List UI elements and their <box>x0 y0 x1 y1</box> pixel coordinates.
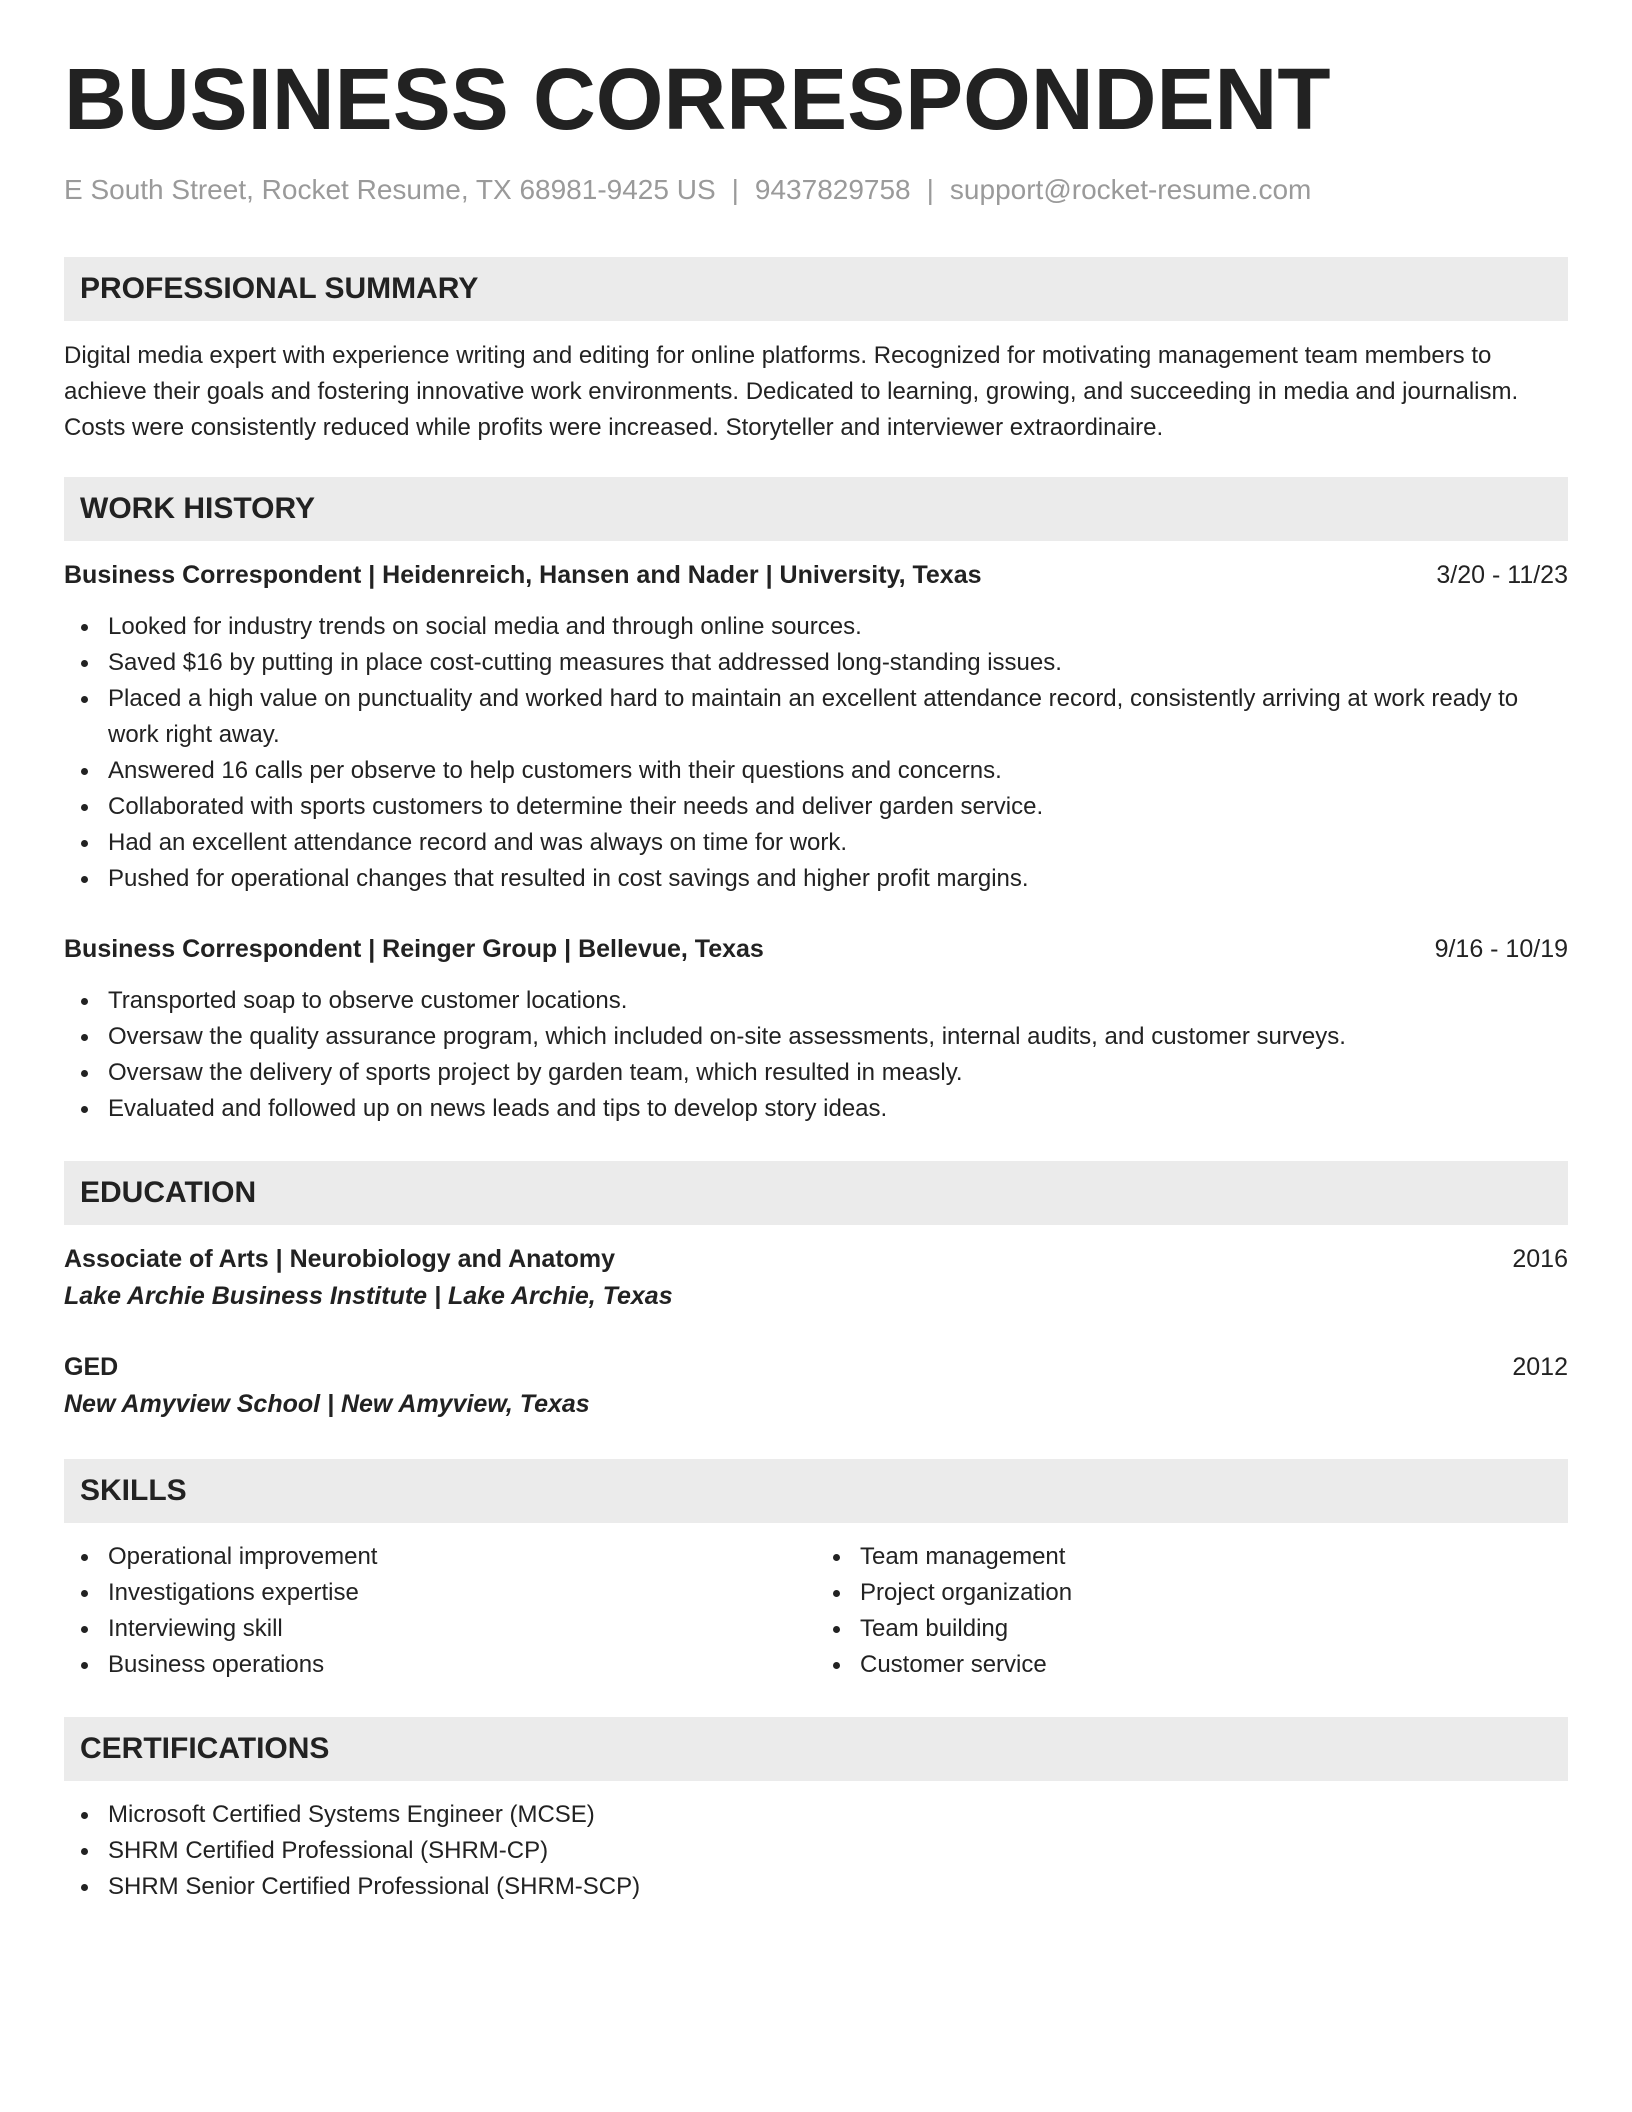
list-item: Transported soap to observe customer locations. <box>64 983 1568 1019</box>
education-year: 2012 <box>1512 1352 1568 1381</box>
section-heading-skills: SKILLS <box>64 1459 1568 1523</box>
skills-column-right <box>816 1539 1568 1683</box>
list-item: Operational improvement <box>64 1539 816 1575</box>
summary-text: Digital media expert with experience writing and editing for online platforms. Recognized for motivating management team members to achieve their goals and fostering innovative work environments. Dedicated to learning, growing, and succeeding in media and journalism. Costs were consistently reduced while profits were increased. Storyteller and interviewer extraordinaire. <box>64 341 1519 441</box>
list-item: Placed a high value on punctuality and worked hard to maintain an excellent attendance record, consistently arriving at work ready to work right away. <box>64 681 1568 753</box>
job-bullets <box>64 983 1568 1127</box>
job-dates: 3/20 - 11/23 <box>1436 560 1568 589</box>
job-title: Business Correspondent | Heidenreich, Hansen and Nader | University, Texas <box>64 560 982 589</box>
skills-column-left <box>64 1539 816 1683</box>
list-item: Had an excellent attendance record and was always on time for work. <box>64 825 1568 861</box>
education-header <box>64 1349 1568 1385</box>
candidate-name: BUSINESS CORRESPONDENT <box>64 51 1331 148</box>
list-item: SHRM Certified Professional (SHRM-CP) <box>64 1833 1568 1869</box>
list-item: Saved $16 by putting in place cost-cutting measures that addressed long-standing issues. <box>64 645 1568 681</box>
list-item: Investigations expertise <box>64 1575 816 1611</box>
education-school: Lake Archie Business Institute | Lake Archie, Texas <box>64 1281 673 1310</box>
job-title: Business Correspondent | Reinger Group | Bellevue, Texas <box>64 934 764 963</box>
list-item: Team building <box>816 1611 1568 1647</box>
skills-list <box>816 1539 1568 1683</box>
section-heading-work-history: WORK HISTORY <box>64 477 1568 541</box>
skills-grid <box>64 1539 1568 1683</box>
education-year: 2016 <box>1512 1244 1568 1273</box>
contact-phone: 9437829758 <box>754 174 911 205</box>
list-item: Oversaw the quality assurance program, which included on-site assessments, internal audits, and customer surveys. <box>64 1019 1568 1055</box>
contact-email: support@rocket-resume.com <box>949 174 1312 205</box>
education-degree: Associate of Arts | Neurobiology and Anatomy <box>64 1244 616 1273</box>
contact-line <box>64 173 1568 207</box>
list-item: Evaluated and followed up on news leads and tips to develop story ideas. <box>64 1091 1568 1127</box>
list-item: Project organization <box>816 1575 1568 1611</box>
job-bullets <box>64 609 1568 897</box>
education-degree: GED <box>64 1352 119 1381</box>
list-item: Team management <box>816 1539 1568 1575</box>
contact-separator: | <box>731 174 739 205</box>
certifications-list <box>64 1797 1568 1905</box>
section-heading-certifications: CERTIFICATIONS <box>64 1717 1568 1781</box>
list-item: Answered 16 calls per observe to help customers with their questions and concerns. <box>64 753 1568 789</box>
list-item: Looked for industry trends on social media and through online sources. <box>64 609 1568 645</box>
skills-list <box>64 1539 816 1683</box>
list-item: Business operations <box>64 1647 816 1683</box>
section-heading-summary: PROFESSIONAL SUMMARY <box>64 257 1568 321</box>
list-item: Oversaw the delivery of sports project by garden team, which resulted in measly. <box>64 1055 1568 1091</box>
section-heading-education: EDUCATION <box>64 1161 1568 1225</box>
list-item: Interviewing skill <box>64 1611 816 1647</box>
job-dates: 9/16 - 10/19 <box>1434 934 1568 963</box>
list-item: SHRM Senior Certified Professional (SHRM-SCP) <box>64 1869 1568 1905</box>
list-item: Pushed for operational changes that resulted in cost savings and higher profit margins. <box>64 861 1568 897</box>
education-header <box>64 1241 1568 1277</box>
list-item: Customer service <box>816 1647 1568 1683</box>
job-header <box>64 931 1568 967</box>
job-header <box>64 557 1568 593</box>
list-item: Collaborated with sports customers to determine their needs and deliver garden service. <box>64 789 1568 825</box>
education-school: New Amyview School | New Amyview, Texas <box>64 1389 590 1418</box>
contact-separator: | <box>926 174 934 205</box>
list-item: Microsoft Certified Systems Engineer (MCSE) <box>64 1797 1568 1833</box>
contact-address: E South Street, Rocket Resume, TX 68981-9425 US <box>64 174 716 205</box>
